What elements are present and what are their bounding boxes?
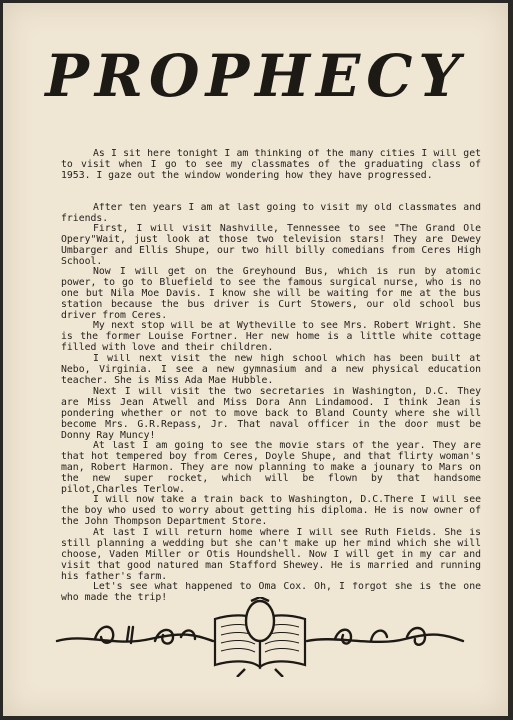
paragraph-10: At last I will return home where I will see Ruth Fields. She is still planning a wedding but she can't make up her mind which she will choose, Vaden Miller or Otis Houndshell. Now I will get in my car and visit that good natured man Stafford Shewey. He is married and running his father's farm. [61, 528, 481, 582]
paragraph-6: I will next visit the new high school which has been built at Nebo, Virginia. I see a new gymnasium and a new physical education teacher. She is Miss Ada Mae Hubble. [61, 354, 481, 386]
book-ornament-icon [55, 597, 465, 677]
yearbook-page [3, 3, 508, 716]
paragraph-4: Now I will get on the Greyhound Bus, which is run by atomic power, to go to Bluefield to see the famous surgical nurse, who is no one but Nila Moe Davis. I know she will be waiting for me at the bus station because the bus driver is Curt Stowers, our old school bus driver from Ceres. [61, 267, 481, 321]
prophecy-text [61, 149, 481, 604]
paragraph-3: First, I will visit Nashville, Tennessee to see "The Grand Ole Opery"Wait, just look at those two television stars! They are Dewey Umbarger and Ellis Shupe, our two hill billy comedians from Ceres High School. [61, 224, 481, 267]
paragraph-9: I will now take a train back to Washington, D.C.There I will see the boy who used to worry about getting his diploma. He is now owner of the John Thompson Department Store. [61, 495, 481, 527]
paragraph-7: Next I will visit the two secretaries in Washington, D.C. They are Miss Jean Atwell and Miss Dora Ann Lindamood. I think Jean is pondering whether or not to move back to Bland County where she will become Mrs. G.R.Repass, Jr. That naval officer in the door must be Donny Ray Muncy! [61, 387, 481, 441]
page-title: PROPHECY [45, 42, 466, 110]
paragraph-8: At last I am going to see the movie stars of the year. They are that hot tempered boy from Ceres, Doyle Shupe, and that flirty woman's man, Robert Harmon. They are now planning to make a jounary to Mars on the new super rocket, which will be flown by that handsome pilot,Charles Terlow. [61, 441, 481, 495]
paragraph-1: As I sit here tonight I am thinking of the many cities I will get to visit when I go to see my classmates of the graduating class of 1953. I gaze out the window wondering how they have progressed. [61, 149, 481, 181]
paragraph-11: Let's see what happened to Oma Cox. Oh, I forgot she is the one who made the trip! [61, 582, 481, 603]
paragraph-5: My next stop will be at Wytheville to see Mrs. Robert Wright. She is the former Louise Fortner. Her new home is a little white cottage filled with love and their children. [61, 321, 481, 353]
paragraph-2: After ten years I am at last going to visit my old classmates and friends. [61, 203, 481, 224]
